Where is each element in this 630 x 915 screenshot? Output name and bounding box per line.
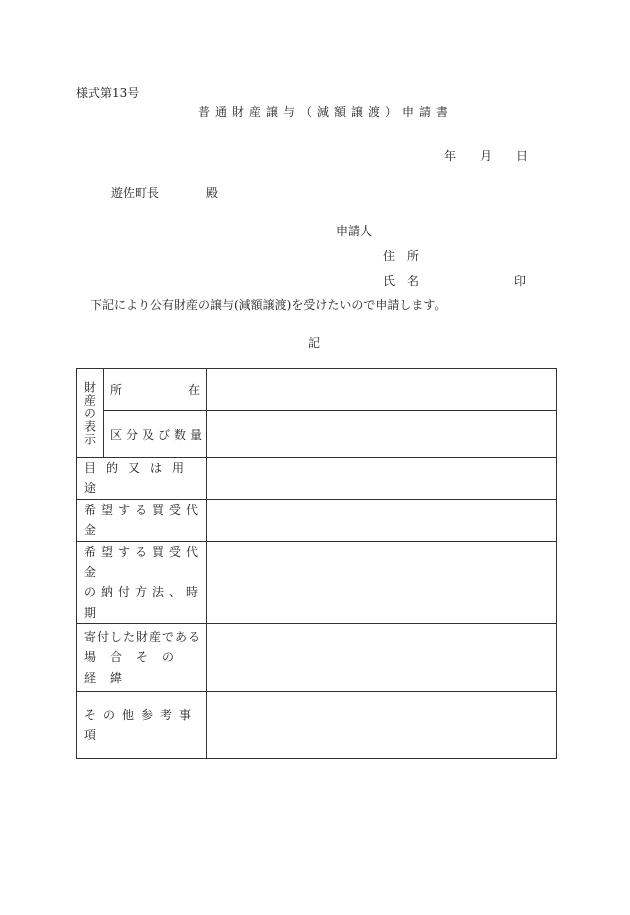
date-day: 日 — [516, 149, 529, 163]
application-table — [76, 368, 557, 759]
category-value[interactable] — [207, 411, 557, 458]
donated-label-cell — [77, 624, 207, 692]
date-month: 月 — [480, 149, 493, 163]
ki-heading: 記 — [308, 336, 321, 350]
seal-mark: 印 — [514, 274, 527, 288]
location-label-a: 所 — [110, 383, 123, 397]
name-label: 氏 名 — [383, 274, 420, 288]
category-label: 区分及び数量 — [104, 411, 207, 458]
addressee-suffix: 殿 — [206, 186, 219, 200]
payment-value[interactable] — [207, 541, 557, 624]
property-group-label: 財産の表示 — [82, 380, 97, 446]
address-label: 住 所 — [383, 249, 420, 263]
donated-label-line1: 寄付した財産である — [84, 630, 202, 645]
applicant-heading: 申請人 — [336, 224, 373, 238]
page-title: 普通財産譲与（減額譲渡）申請書 — [198, 105, 454, 119]
intro-text: 下記により公有財産の譲与(減額譲渡)を受けたいので申請します。 — [90, 298, 447, 312]
location-label-b: 在 — [187, 383, 200, 397]
payment-label-line2: の納付方法、時期 — [84, 585, 204, 620]
addressee: 遊佐町長 — [111, 186, 160, 200]
price-value[interactable] — [207, 499, 557, 541]
purpose-value[interactable] — [207, 458, 557, 500]
location-value[interactable] — [207, 369, 557, 411]
payment-label-cell — [77, 541, 207, 624]
form-number: 様式第13号 — [76, 86, 140, 100]
payment-label-line1: 希望する買受代金 — [84, 544, 204, 579]
other-label: その他参考事項 — [77, 692, 207, 759]
property-group-cell — [77, 369, 104, 458]
purpose-label: 目的又は用途 — [77, 458, 207, 500]
price-label: 希望する買受代金 — [77, 499, 207, 541]
other-value[interactable] — [207, 692, 557, 759]
donated-value[interactable] — [207, 624, 557, 692]
date-year: 年 — [444, 149, 457, 163]
location-label-cell — [104, 369, 207, 411]
donated-label-line2: 場合その経緯 — [84, 650, 189, 685]
